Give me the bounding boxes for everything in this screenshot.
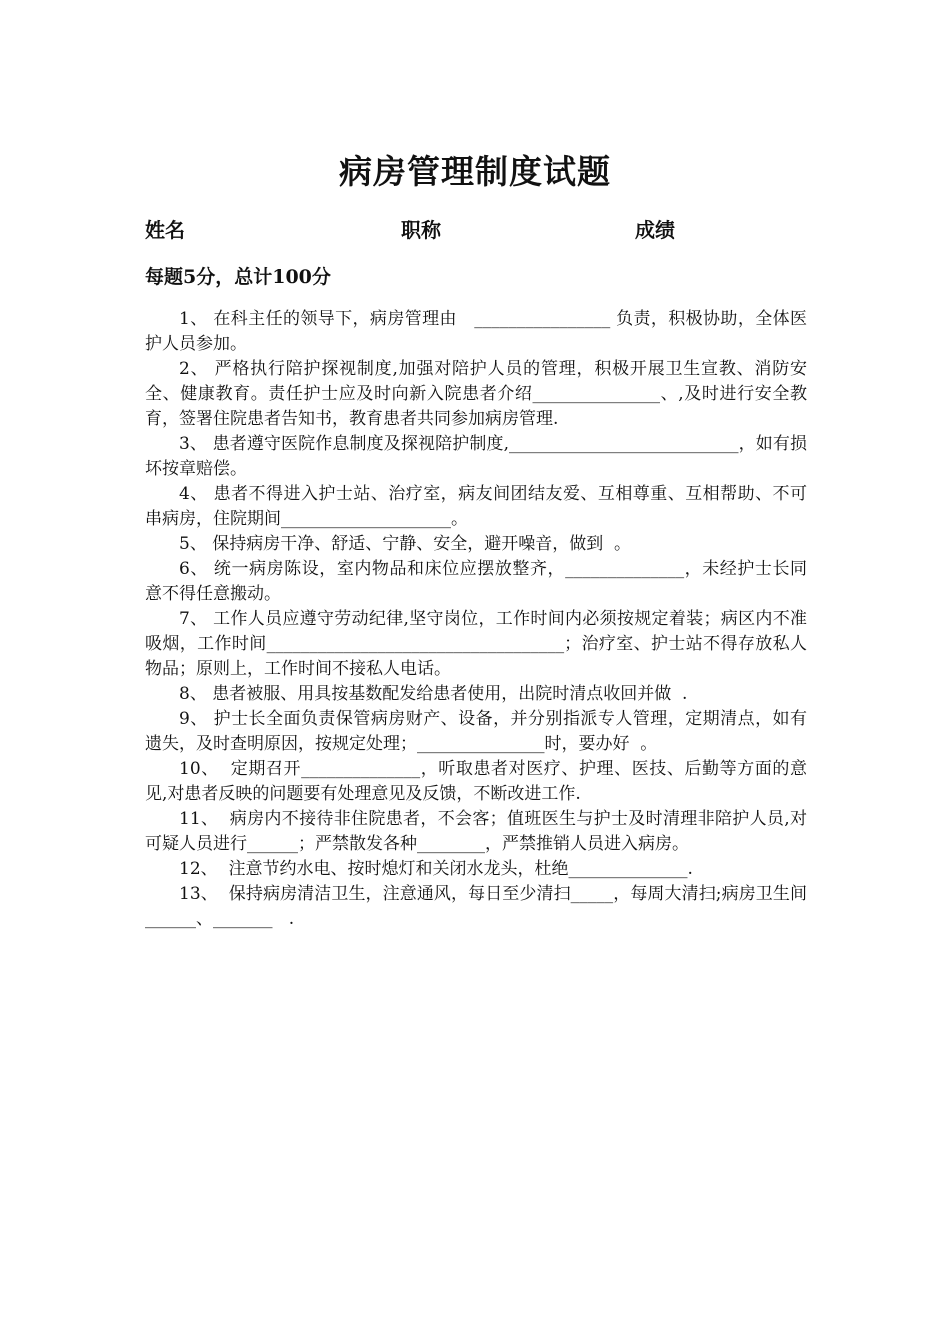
question-text: 10、 定期召开______________，听取患者对医疗、护理、医技、后勤等方面的意见,对患者反映的问题要有处理意见及反馈，不断改进工作. [145,759,807,804]
rank-label: 职称 [401,218,441,242]
question-7 [145,607,807,682]
page-title: 病房管理制度试题 [339,152,611,191]
question-8 [145,682,807,707]
scoring-note: 每题5分，总计100分 [145,266,331,288]
question-text: 4、 患者不得进入护士站、治疗室，病友间团结友爱、互相尊重、互相帮助、不可串病房，住院期间____________________。 [145,484,807,529]
examinee-info-row [145,214,805,244]
question-text: 5、 保持病房干净、舒适、宁静、安全，避开噪音，做到 。 [179,534,632,554]
question-2 [145,357,807,432]
question-text: 12、 注意节约水电、按时熄灯和关闭水龙头，杜绝______________. [179,859,693,879]
question-list [145,307,807,932]
question-text: 7、 工作人员应遵守劳动纪律,坚守岗位，工作时间内必须按规定着装；病区内不准吸烟，工作时间___________________________________；治疗室、护士站不得存放私人物品；原则上，工作时间不接私人电话。 [145,609,807,679]
question-text: 9、 护士长全面负责保管病房财产、设备，并分别指派专人管理，定期清点，如有遗失，及时查明原因，按规定处理；_______________时，要办好 。 [145,709,807,754]
question-text: 8、 患者被服、用具按基数配发给患者使用，出院时清点收回并做 . [179,684,688,704]
question-10 [145,757,807,807]
question-4 [145,482,807,532]
question-text: 3、 患者遵守医院作息制度及探视陪护制度,___________________________，如有损坏按章赔偿。 [145,434,807,479]
question-11 [145,807,807,857]
question-13 [145,882,807,932]
question-12 [145,857,807,882]
question-6 [145,557,807,607]
score-label: 成绩 [635,218,675,242]
question-5 [145,532,807,557]
question-text: 11、 病房内不接待非住院患者，不会客；值班医生与护士及时清理非陪护人员,对可疑人员进行______；严禁散发各种________，严禁推销人员进入病房。 [145,809,807,854]
question-text: 13、 保持病房清洁卫生，注意通风，每日至少清扫_____，每周大清扫;病房卫生间______、_______ . [145,884,807,929]
name-label: 姓名 [145,218,185,242]
question-text: 2、 严格执行陪护探视制度,加强对陪护人员的管理，积极开展卫生宣教、消防安全、健康教育。责任护士应及时向新入院患者介绍_______________、,及时进行安全教育，签署住院患者告知书，教育患者共同参加病房管理. [145,359,807,429]
question-text: 6、 统一病房陈设，室内物品和床位应摆放整齐，______________，未经护士长同意不得任意搬动。 [145,559,807,604]
question-3 [145,432,807,482]
question-1 [145,307,807,357]
question-9 [145,707,807,757]
question-text: 1、 在科主任的领导下，病房管理由 ________________ 负责，积极协助，全体医护人员参加。 [145,309,807,354]
